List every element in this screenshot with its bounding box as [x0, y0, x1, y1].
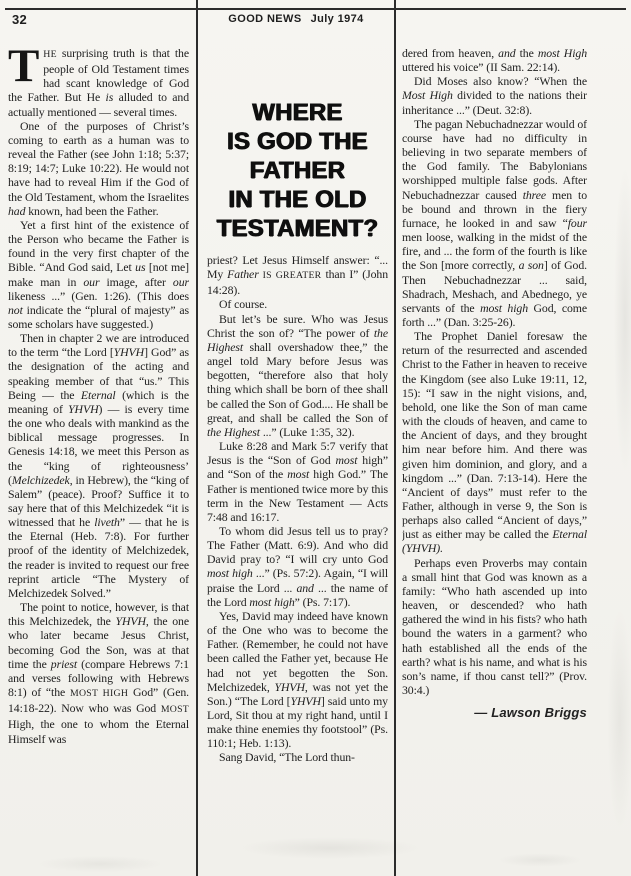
text-run: (which is the meaning of — [8, 387, 189, 416]
text-run: the — [515, 46, 538, 60]
title-line-4: IN THE OLD — [228, 186, 367, 213]
text-run: ” — that he is the Eternal (Heb. 7:8). For further proof of the identity of Melchizedek, the reader is invited to request our free reprint article “The Mystery of Melchizedek Solved.” — [8, 515, 189, 600]
text-run: MOST HIGH — [70, 688, 129, 700]
title-line-2: IS GOD THE — [227, 128, 368, 155]
text-run: alluded to and actually mentioned — several times. — [8, 90, 189, 119]
text-run: ] said unto my Lord, Sit thou at my right hand, until I make thine enemies thy footstool” (Ps. 110:1; Heb. 1:13). — [207, 693, 388, 751]
paragraph — [402, 117, 587, 329]
text-run: surprising truth is that the people of Old Testament times had scant knowledge of God the Father. But He — [8, 46, 189, 105]
text-run: Most High — [402, 88, 453, 103]
paragraph — [207, 253, 388, 297]
text-run: ” (Ps. 7:17). — [294, 594, 351, 609]
column-3 — [402, 46, 587, 872]
title-line-1: WHERE — [252, 99, 343, 126]
text-run: ...” (Luke 1:35, 32). — [259, 424, 355, 439]
magazine-title: GOOD NEWS — [228, 13, 302, 25]
text-run: The pagan Nebuchadnezzar would of course have had no difficulty in believing in two separate members of the God family. The Babylonians worshipped multiple false gods. After Nebuchadnezzar caused — [402, 116, 587, 202]
text-run: most — [287, 467, 310, 482]
text-run: than I” (John 14:28). — [207, 267, 388, 298]
text-run: Father — [227, 267, 259, 282]
text-run: three — [522, 187, 547, 202]
text-run: known, had been the Father. — [25, 203, 159, 218]
text-run: most High — [537, 46, 587, 60]
text-run: high” and “Son of the — [207, 453, 388, 482]
text-run: had — [8, 203, 26, 218]
column-divider-left — [196, 0, 198, 876]
text-run: four — [567, 215, 587, 230]
text-run: most high — [249, 594, 295, 609]
text-run: YHVH — [115, 614, 146, 629]
text-run: is — [105, 90, 114, 105]
paragraph — [8, 600, 189, 746]
text-run: dered from heaven, — [402, 46, 499, 60]
page-number: 32 — [12, 12, 28, 27]
text-run: ] of God. Then Nebuchadnezzar ... said, Shadrach, Meshach, and Abednego, ye servants of the — [402, 258, 587, 315]
running-header — [198, 13, 394, 25]
header-rule — [5, 8, 626, 10]
text-run: a son — [518, 258, 544, 273]
text-run: most — [335, 453, 358, 468]
article-title — [207, 98, 388, 243]
text-run: our — [172, 274, 189, 289]
text-run: YHVH — [68, 401, 99, 416]
column-divider-right — [394, 0, 396, 876]
text-run: liveth — [94, 515, 120, 530]
text-run: MOST — [160, 704, 189, 716]
column-3-text — [402, 46, 587, 697]
text-run: Luke 8:28 and Mark 5:7 verify that Jesus is the “Son of God — [207, 439, 388, 468]
text-run: us — [135, 260, 146, 275]
text-run: not — [8, 302, 23, 317]
text-run: priest? Let Jesus Himself answer: “... My — [207, 253, 388, 282]
text-run: image, after — [99, 274, 173, 289]
text-run: Melchizedek — [11, 472, 70, 487]
paragraph — [207, 439, 388, 524]
text-run: ] God” as the designation of the acting and speaking member of that “us.” This Being — the — [8, 345, 189, 402]
text-run: Yet a first hint of the existence of the Person who became the Father is found in the very first chapter of the Bible. “And God said, Let — [8, 217, 189, 275]
text-run: HE — [43, 49, 57, 60]
text-run: Of course. — [219, 297, 268, 312]
text-run: men to be bound and thrown in the fiery furnace, he looked in and saw “ — [402, 187, 587, 230]
title-line-5: TESTAMENT? — [216, 215, 379, 242]
text-run: IS GREATER — [262, 270, 322, 282]
column-2 — [207, 46, 388, 872]
text-run: Sang David, “The Lord thun- — [219, 750, 355, 765]
text-run: divided to the nations their inheritance ...” (Deut. 32:8). — [402, 88, 587, 117]
text-run: Perhaps even Proverbs may contain a small hint that God was known as a family: “Who hath ascended up into heaven, or descended? who hath gathered the wind in his fists? who hath bound the waters in a garment? who hath established all the ends of the earth? what is his name, and what is his son’s name, if thou canst tell?” (Prov. 30:4.) — [402, 555, 587, 698]
text-run: likeness ...” (Gen. 1:26). (This does — [8, 288, 189, 303]
text-run: ...” (Ps. 57:2). Again, “I will praise the Lord ... — [207, 566, 388, 595]
text-run: [not me] make man in — [8, 260, 189, 289]
paragraph — [8, 218, 189, 331]
paragraph — [207, 312, 388, 439]
paragraph — [207, 524, 388, 609]
paragraph — [402, 556, 587, 698]
text-run: , the one who later became Jesus Christ, becoming God the Son, was at that time the — [8, 614, 189, 671]
text-run: Did Moses also know? “When the — [414, 74, 587, 89]
issue-date: July 1974 — [310, 13, 364, 25]
paragraph — [402, 46, 587, 74]
text-run: the Highest — [207, 325, 388, 354]
text-run: , in Hebrew), the “king of Salem” (peace). Proof? Suffice it to say here that of this Melchizedek “it is witnessed that he — [8, 472, 189, 530]
paragraph — [8, 46, 189, 119]
paragraph — [402, 74, 587, 116]
text-run: YHVH — [113, 345, 145, 360]
text-run: YHVH — [274, 679, 305, 694]
text-run: priest — [50, 656, 78, 671]
title-line-3: FATHER — [249, 157, 346, 184]
text-run: To whom did Jesus tell us to pray? The Father (Matt. 6:9). And who did David pray to? “I will cry unto God — [207, 523, 388, 567]
text-run: and — [296, 580, 314, 595]
text-run: Eternal — [80, 387, 116, 402]
paragraph — [207, 609, 388, 751]
paragraph — [8, 119, 189, 218]
text-run: the Highest — [207, 424, 260, 439]
column-1 — [8, 46, 189, 872]
text-run: , was not yet the Son.) “The Lord [ — [207, 679, 388, 708]
text-run: shall overshadow thee,” the angel told Mary before Jesus was begotten, “therefore also that holy thing which shall be born of thee shall be called the Son of God.... He shall be great, and shall be called the Son of — [207, 339, 388, 425]
paragraph — [8, 331, 189, 600]
text-run: The point to notice, however, is that this Melchizedek, the — [8, 600, 189, 629]
paragraph — [207, 750, 388, 764]
text-run: and — [498, 46, 516, 60]
text-run: God, come forth ...” (Dan. 3:25-26). — [402, 300, 587, 329]
text-run: high God.” The Father is mentioned twice more by this term in the New Testament — Acts 7:48 and 16:17. — [207, 467, 388, 524]
text-run: (compare Hebrews 7:1 and verses following with Hebrews 8:1) of “the — [8, 656, 189, 700]
byline: — Lawson Briggs — [474, 705, 587, 721]
text-run: But let’s be sure. Who was Jesus Christ the son of? “The power of — [207, 311, 388, 340]
text-run: Then in chapter 2 we are introduced to the term “the Lord [ — [8, 331, 189, 360]
text-run: indicate the “plural of majesty” as some scholars have suggested.) — [8, 302, 189, 331]
paragraph — [402, 329, 587, 556]
text-run: Eternal (YHVH). — [402, 527, 587, 556]
text-run: God” (Gen. 14:18-22). Now who was God — [8, 685, 189, 716]
text-run: High, the one to whom the Eternal Himself was — [8, 717, 189, 746]
paragraph — [207, 297, 388, 311]
text-run: ... the name of the Lord — [207, 580, 388, 609]
column-2-text — [207, 253, 388, 765]
text-run: most high — [480, 300, 529, 315]
drop-cap-letter: T — [8, 46, 40, 92]
text-run: men loose, walking in the midst of the fire, and ... the form of the fourth is like the Son [more correctly, — [402, 230, 587, 273]
text-run: ) — is every time the one who deals with mankind as the biblical message progresses. In Genesis 14:18, we meet this Person as the “king of righteousness’ ( — [8, 401, 189, 487]
text-run: YHVH — [290, 693, 321, 708]
text-run: One of the purposes of Christ’s coming to earth as a human was to reveal the Father (see John 1:18; 5:37; 8:19; 14:7; Luke 10:22). He would not have had to reveal Him if the God of the Old Testament, whom the Israelites — [8, 118, 189, 204]
text-run: Yes, David may indeed have known of the One who was to become the Father. (Remember, he could not have been called the Father yet, because He had not yet begotten the Son. Melchizedek, — [207, 608, 388, 694]
text-run: The Prophet Daniel foresaw the return of the resurrected and ascended Christ to the Father in heaven to receive the Kingdom (see also Luke 19:11, 12, 15): “I saw in the night visions, and, behold, one like the Son of man came with the clouds of heaven, and came to the Ancient of days, and they brought him near before him. And there was given him dominion, and glory, and a kingdom ...” (Dan. 7:13-14). Here the “Ancient of days” must refer to the Father, although in verse 9, the Son is perhaps also called “Ancient of days,” just as either may be called the — [402, 329, 587, 542]
text-run: most high — [207, 566, 253, 581]
text-run: our — [83, 274, 100, 289]
text-run: uttered his voice” (II Sam. 22:14). — [402, 60, 561, 75]
